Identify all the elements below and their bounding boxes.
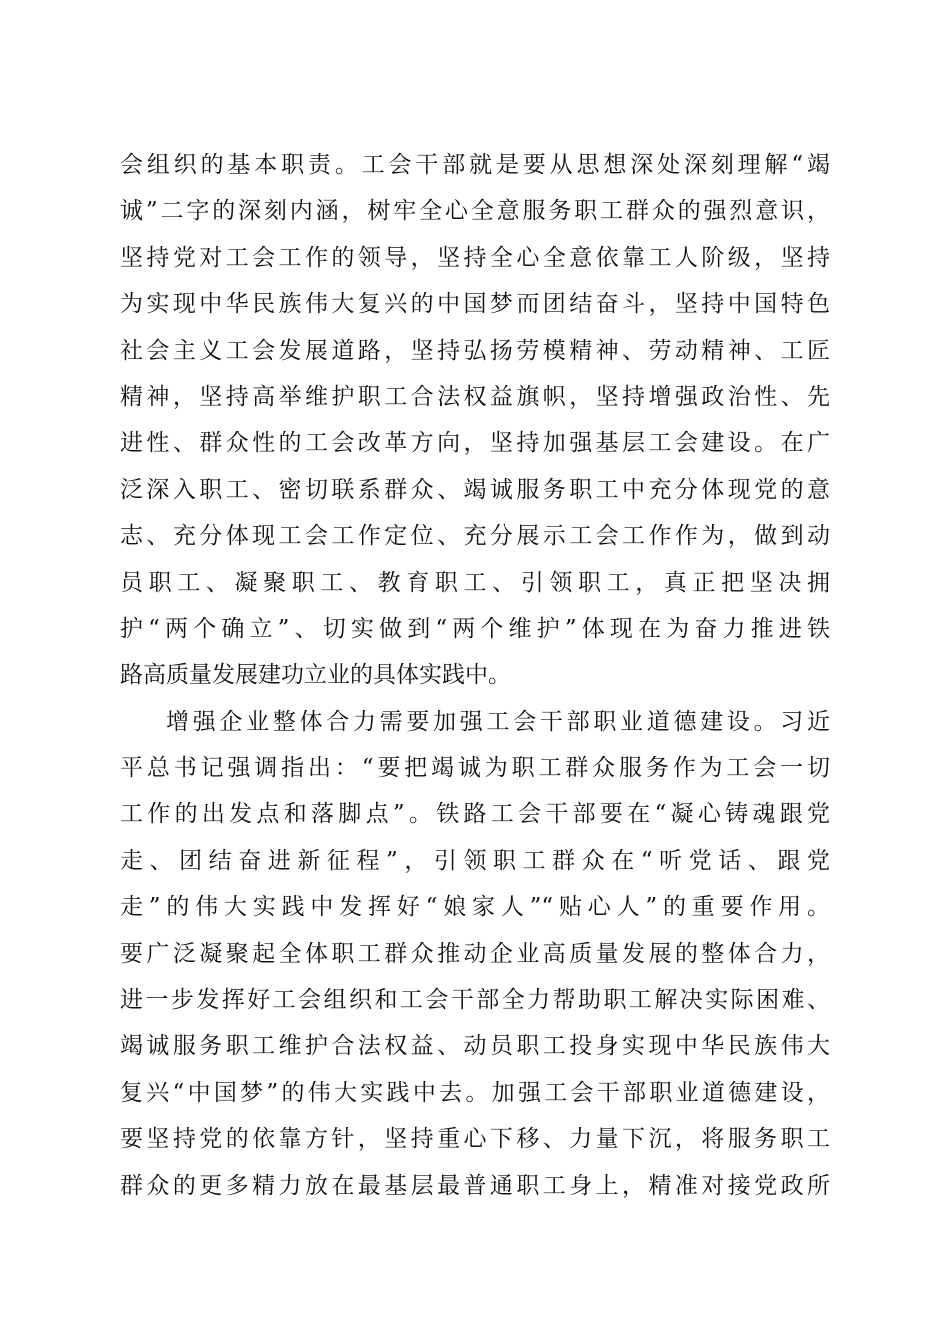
text-line: 社会主义工会发展道路，坚持弘扬劳模精神、劳动精神、工匠 xyxy=(120,337,830,364)
text-line: 护“两个确立”、切实做到“两个维护”体现在为奋力推进铁 xyxy=(120,615,830,642)
text-line: 工作的出发点和落脚点”。铁路工会干部要在“凝心铸魂跟党 xyxy=(120,801,830,828)
text-line: 为实现中华民族伟大复兴的中国梦而团结奋斗，坚持中国特色 xyxy=(120,291,830,318)
text-line: 志、充分体现工会工作定位、充分展示工会工作作为，做到动 xyxy=(120,523,830,550)
text-line: 诚”二字的深刻内涵，树牢全心全意服务职工群众的强烈意识， xyxy=(120,198,830,225)
text-line: 进一步发挥好工会组织和工会干部全力帮助职工解决实际困难、 xyxy=(120,987,830,1014)
text-line: 员职工、凝聚职工、教育职工、引领职工，真正把坚决拥 xyxy=(120,569,830,596)
text-line: 走、团结奋进新征程”，引领职工群众在“听党话、跟党 xyxy=(120,847,830,874)
text-line: 竭诚服务职工维护合法权益、动员职工投身实现中华民族伟大 xyxy=(120,1033,830,1060)
text-line: 要广泛凝聚起全体职工群众推动企业高质量发展的整体合力， xyxy=(120,940,830,967)
text-line: 复兴“中国梦”的伟大实践中去。加强工会干部职业道德建设， xyxy=(120,1079,830,1106)
text-line: 群众的更多精力放在最基层最普通职工身上，精准对接党政所 xyxy=(120,1172,830,1199)
paragraph-start-line: 增强企业整体合力需要加强工会干部职业道德建设。习近 xyxy=(166,708,830,735)
text-line: 泛深入职工、密切联系群众、竭诚服务职工中充分体现党的意 xyxy=(120,476,830,503)
text-line: 要坚持党的依靠方针，坚持重心下移、力量下沉，将服务职工 xyxy=(120,1126,830,1153)
text-line: 会组织的基本职责。工会干部就是要从思想深处深刻理解“竭 xyxy=(120,152,830,178)
text-line: 走”的伟大实践中发挥好“娘家人”“贴心人”的重要作用。 xyxy=(120,894,830,921)
text-line: 进性、群众性的工会改革方向，坚持加强基层工会建设。在广 xyxy=(120,430,830,457)
text-line: 坚持党对工会工作的领导，坚持全心全意依靠工人阶级，坚持 xyxy=(120,244,830,271)
text-line: 平总书记强调指出：“要把竭诚为职工群众服务作为工会一切 xyxy=(120,755,830,782)
text-line: 精神，坚持高举维护职工合法权益旗帜，坚持增强政治性、先 xyxy=(120,383,830,410)
paragraph-end-line: 路高质量发展建功立业的具体实践中。 xyxy=(120,662,511,689)
body-text xyxy=(120,142,830,1209)
